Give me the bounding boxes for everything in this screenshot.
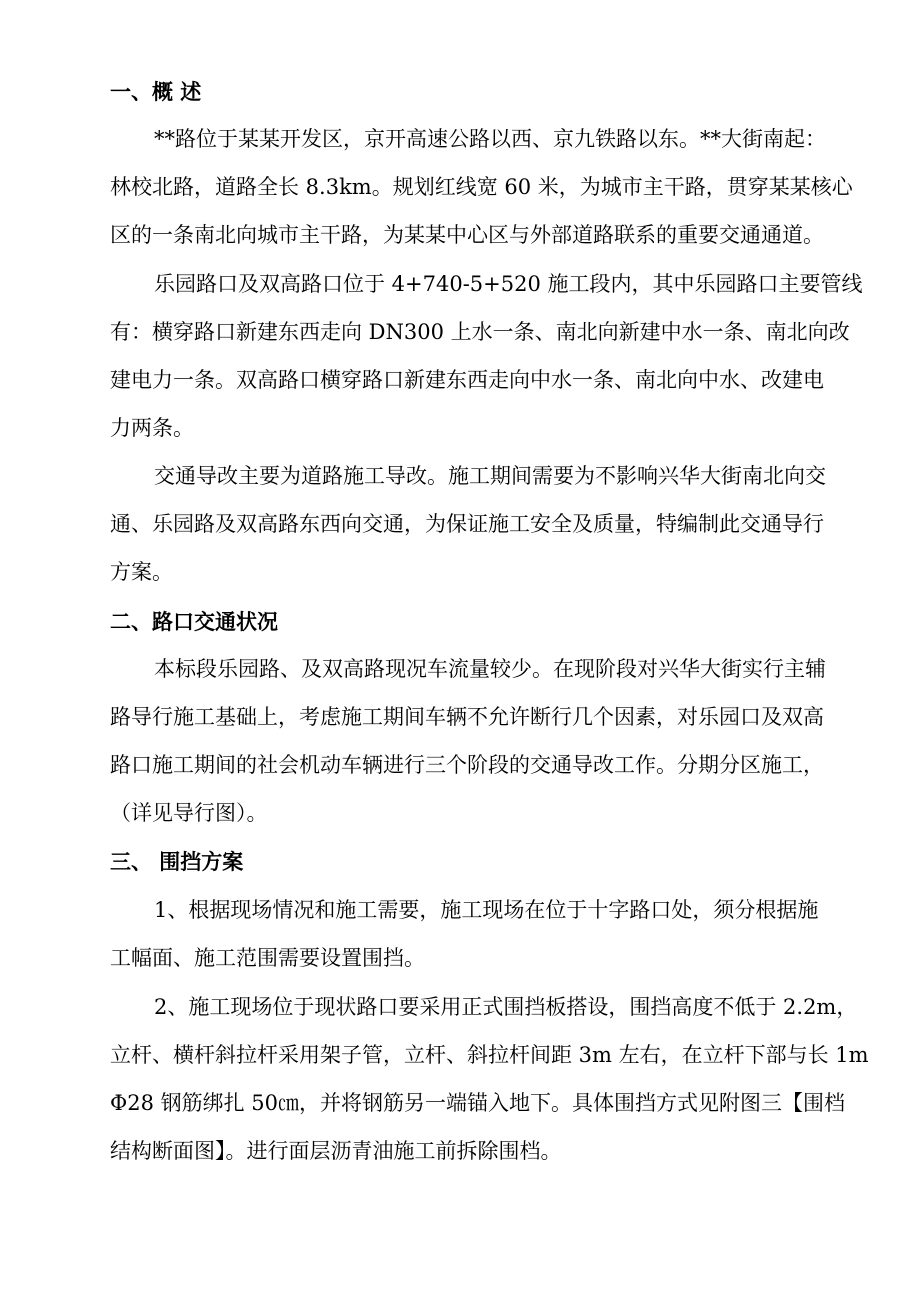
paragraph-line: 方案。 bbox=[110, 560, 173, 584]
paragraph-line: 结构断面图】。进行面层沥青油施工前拆除围档。 bbox=[110, 1139, 562, 1163]
paragraph-line: 2、施工现场位于现状路口要采用正式围挡板搭设，围挡高度不低于 2.2m， bbox=[154, 995, 858, 1019]
paragraph-intersection-pipelines bbox=[110, 260, 863, 452]
section-heading-traffic-status: 二、路口交通状况 bbox=[110, 610, 278, 634]
paragraph-fencing-item-1 bbox=[110, 886, 846, 982]
paragraph-line: （详见导行图）。 bbox=[110, 801, 268, 825]
paragraph-line: 力两条。 bbox=[110, 416, 194, 440]
paragraph-line: 通、乐园路及双高路东西向交通，为保证施工安全及质量，特编制此交通导行 bbox=[110, 512, 824, 536]
paragraph-fencing-item-2 bbox=[110, 983, 869, 1175]
paragraph-line: 交通导改主要为道路施工导改。施工期间需要为不影响兴华大街南北向交 bbox=[154, 464, 826, 488]
paragraph-line: 路导行施工基础上，考虑施工期间车辆不允许断行几个因素，对乐园口及双高 bbox=[110, 705, 824, 729]
paragraph-traffic-diversion bbox=[110, 452, 846, 596]
paragraph-line: 有：横穿路口新建东西走向 DN300 上水一条、南北向新建中水一条、南北向改 bbox=[110, 320, 850, 344]
paragraph-line: 林校北路，道路全长 8.3km。规划红线宽 60 米，为城市主干路，贯穿某某核心 bbox=[110, 175, 853, 199]
paragraph-line: 工幅面、施工范围需要设置围挡。 bbox=[110, 946, 425, 970]
paragraph-road-location bbox=[110, 115, 853, 259]
section-heading-fencing-plan: 三、 围挡方案 bbox=[110, 850, 244, 874]
paragraph-line: 1、根据现场情况和施工需要，施工现场在位于十字路口处，须分根据施 bbox=[154, 898, 819, 922]
paragraph-line: 本标段乐园路、及双高路现况车流量较少。在现阶段对兴华大街实行主辅 bbox=[154, 657, 826, 681]
paragraph-line: **路位于某某开发区，京开高速公路以西、京九铁路以东。**大街南起： bbox=[154, 127, 826, 151]
paragraph-line: 建电力一条。双高路口横穿路口新建东西走向中水一条、南北向中水、改建电 bbox=[110, 368, 824, 392]
paragraph-line: 区的一条南北向城市主干路，为某某中心区与外部道路联系的重要交通通道。 bbox=[110, 223, 824, 247]
paragraph-line: 乐园路口及双高路口位于 4+740-5+520 施工段内，其中乐园路口主要管线 bbox=[154, 272, 863, 296]
paragraph-line: 立杆、横杆斜拉杆采用架子管，立杆、斜拉杆间距 3m 左右，在立杆下部与长 1m bbox=[110, 1043, 869, 1067]
paragraph-line: 路口施工期间的社会机动车辆进行三个阶段的交通导改工作。分期分区施工， bbox=[110, 753, 824, 777]
section-heading-overview: 一、概 述 bbox=[110, 80, 202, 104]
paragraph-line: Φ28 钢筋绑扎 50㎝，并将钢筋另一端锚入地下。具体围挡方式见附图三【围档 bbox=[110, 1091, 846, 1115]
paragraph-traffic-status bbox=[110, 645, 846, 837]
